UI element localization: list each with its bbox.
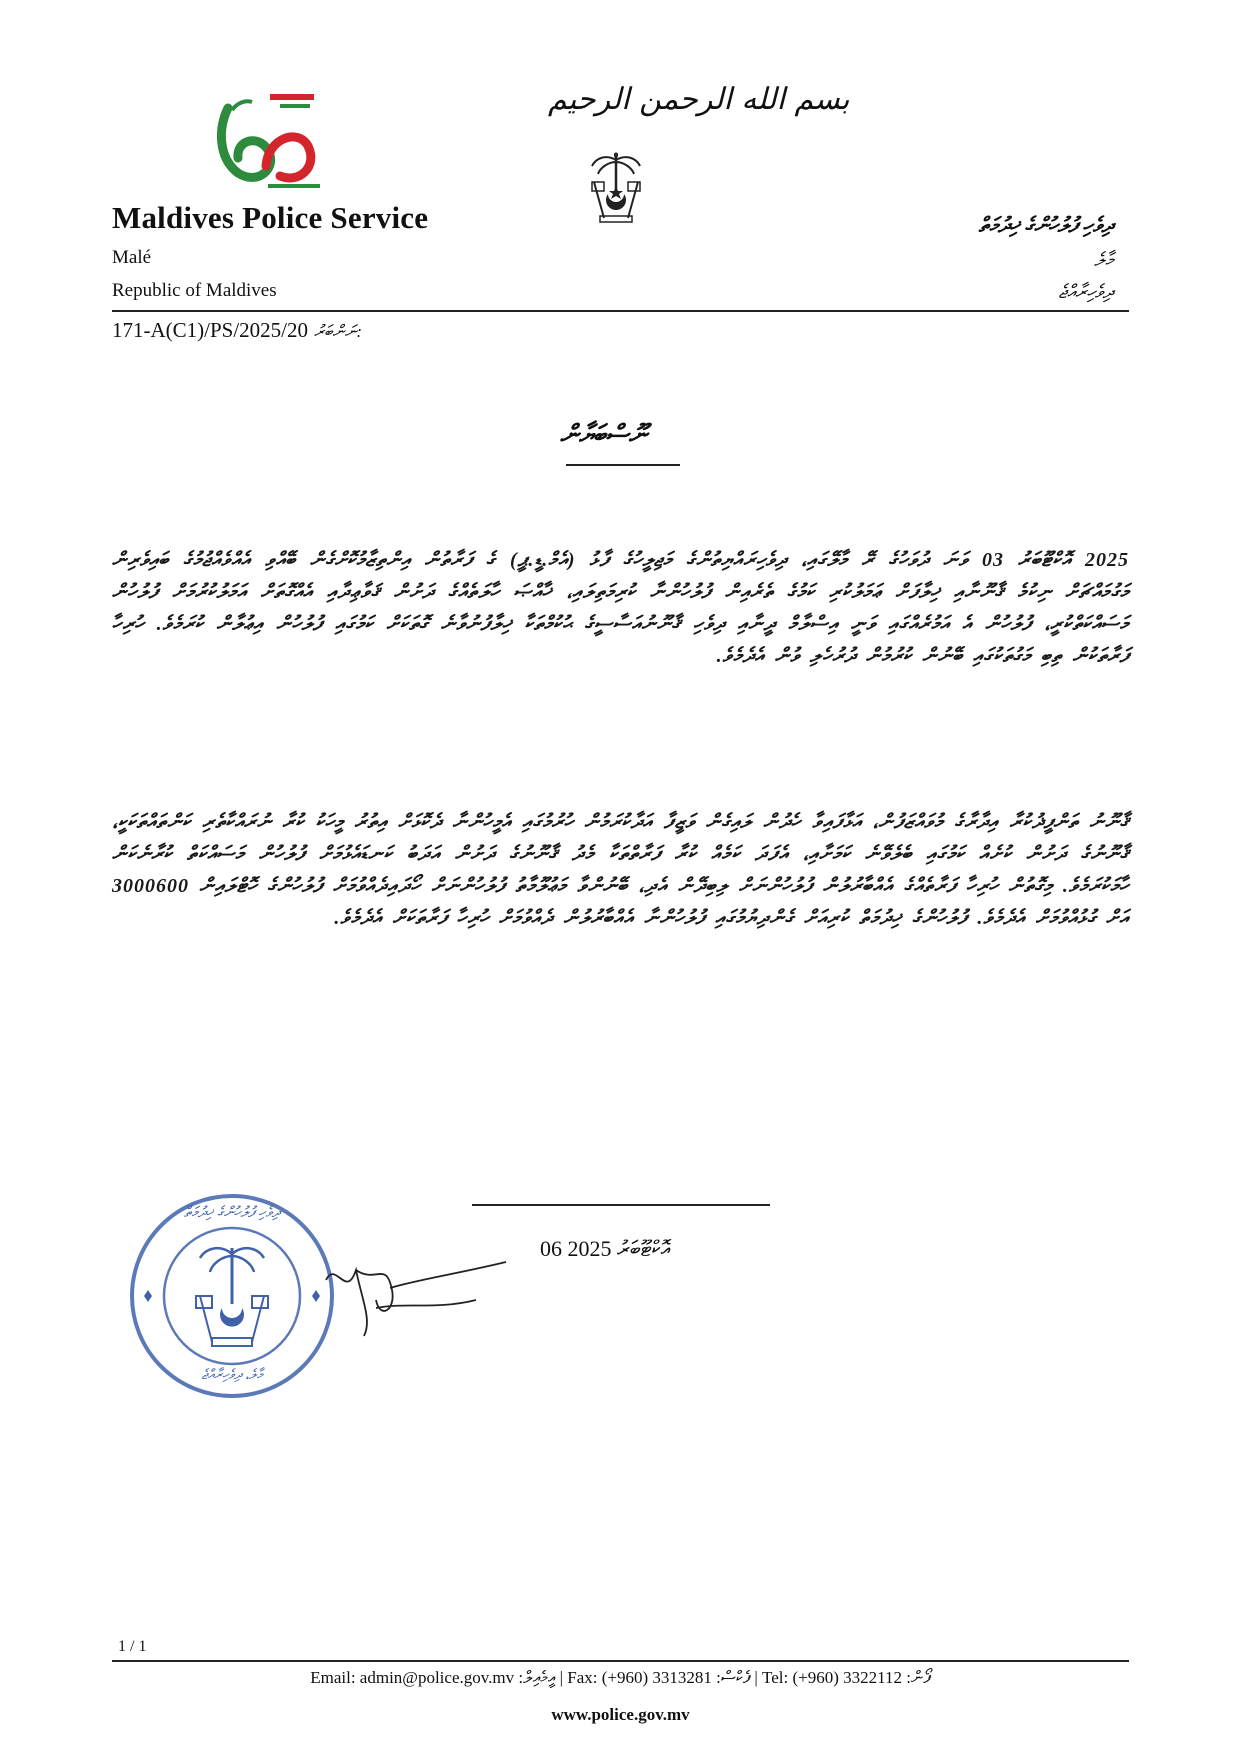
- anniversary-logo-graphic: [208, 88, 328, 198]
- footer-contact-line: Email: admin@police.gov.mv :އީމެއިލް | Fax: (+960) 3313281 :ފެކްސް | Tel: (+960) 3322112 :ފޯން: [310, 1668, 931, 1687]
- city-english: Malé: [112, 247, 152, 268]
- org-name-english: Maldives Police Service: [112, 200, 429, 235]
- reference-number-row: [112, 318, 362, 343]
- anniversary-number: [208, 88, 209, 89]
- reference-number: 171-A(C1)/PS/2025/20: [112, 318, 309, 342]
- country-dhivehi: ދިވެހިރާއްޖެ: [1058, 282, 1113, 303]
- document-title: ނޫސްބަޔާން: [560, 420, 647, 449]
- country-english: Republic of Maldives: [112, 280, 277, 301]
- anniversary-60-logo: [208, 88, 328, 198]
- city-dhivehi: މާލެ: [1094, 250, 1113, 271]
- page-indicator: 1 / 1: [118, 1638, 147, 1655]
- title-underline: [566, 464, 680, 466]
- body-paragraph-1: 2025 އޮކްޓޫބަރު 03 ވަނަ ދުވަހުގެ ރޭ މާލޭގައި، ދިވެހިރައްޔިތުންގެ މަޖިލީހުގެ ފާޅު (އެމް.ޑީ.ޕީ) ގެ ފަރާތުން އިންތިޒާމުކޮށްގެން ބޭއްވި އެއްވެއްޖުމުގެ ބައިވެރިން މަގުމައްޗަށް ނިކުމެ ޤާނޫނާއި ޚިލާފަށް ޢަމަލުކުރި ކަމުގެ ތެރެއިން ފުލުހުންނާ ކުރިމަތިލައި، ޚާއްޞަ ހާލަތެއްގެ ދަށުން ޤަވާޢިދާއި އެއްގޮތަށް އަމަލުކުރުމަށް ފުލުހުން މަސައްކަތްކުރީ، ފުލުހުން އެ އަމުރެއްގައި ވަނީ އިސްލާމް ދީނާއި ދިވެހި ޤާނޫނުއަސާސީގެ ޙުކުމްތަކާ ޚިލާފުނުވާނެ ގޮތަކަށް ކަމުގައި ފުލުހުން އިޢުލާން ކުރަމެވެ. ހުރިހާ ފަރާތަކުން ތިބި މަގުތަކުގައި ބޭނުން ކުރުމުން ދުރުހެލި ވުން އެދެމެވެ.: [112, 549, 1129, 667]
- footer-website-link[interactable]: www.police.gov.mv: [551, 1705, 690, 1724]
- org-name-dhivehi: ދިވެހި ފުލުހުންގެ ޚިދުމަތް: [978, 213, 1113, 237]
- national-emblem-icon: [588, 152, 644, 232]
- header-divider: [112, 310, 1129, 312]
- bismillah-calligraphy: بسم الله الرحمن الرحيم: [548, 82, 850, 117]
- signature-line: [472, 1204, 770, 1206]
- handwritten-signature: [316, 1240, 516, 1350]
- body-paragraph-2: ޤާނޫނު ތަންފީޛުކުރާ އިދާރާގެ މުވައްޒަފުން، އަޅާފައިވާ ހެދުން ލައިގެން ވަޒީފާ އަދާކުރަމުން ހުރުމުގައި އެމީހުންނާ ދެކޮޅަށް އިތުރު މީހަކު ކުރާ ނުރައްކާތެރި ކަންތައްތަކަކީ، ޤާނޫނުގެ ދަށުން ކުށެއް ކަމުގައި ބެލެވޭނެ ކަމަށާއި، އެފަދަ ކަމެއް ކުރާ ފަރާތްތަކާ މެދު ޤާނޫނުގެ ދަށުން އަދަބު ކަނޑައެޅުމަށް ފުލުހުން މަސައްކަތް ކުރާނެކަން ހާމަކުރަމެވެ. މިގޮތުން ހުރިހާ ފަރާތެއްގެ އެއްބާރުލުން ފުލުހުންނަށް ލިބިދޭން އެދި، ބޭނުންވާ މަޢުލޫމާތު ފުލުހުންނަށް ހޯދައިދެއްވުމަށް ފުލުހުންގެ ހޮޓްލައިން 3000600 އަށް ގުޅުއްވުމަށް އެދެމެވެ. ފުލުހުންގެ ޚިދުމަތް ކުރިއަށް ގެންދިޔުމުގައި ފުލުހުންނާ އެއްބާރުލުން ދެއްވުމަށް ހުރިހާ ފަރާތަކަށް އެދެމެވެ.: [112, 811, 1129, 929]
- stamp-text-top: ދިވެހި ފުލުހުންގެ ޚިދުމަތް: [184, 1205, 280, 1221]
- stamp-text-bottom: މާލެ، ދިވެހިރާއްޖެ: [201, 1368, 263, 1383]
- footer-divider: [112, 1660, 1129, 1662]
- official-stamp: [128, 1192, 336, 1400]
- reference-label: ނަންބަރު:: [314, 322, 362, 341]
- document-date: 06 އޮކްޓޫބަރު 2025: [540, 1236, 670, 1261]
